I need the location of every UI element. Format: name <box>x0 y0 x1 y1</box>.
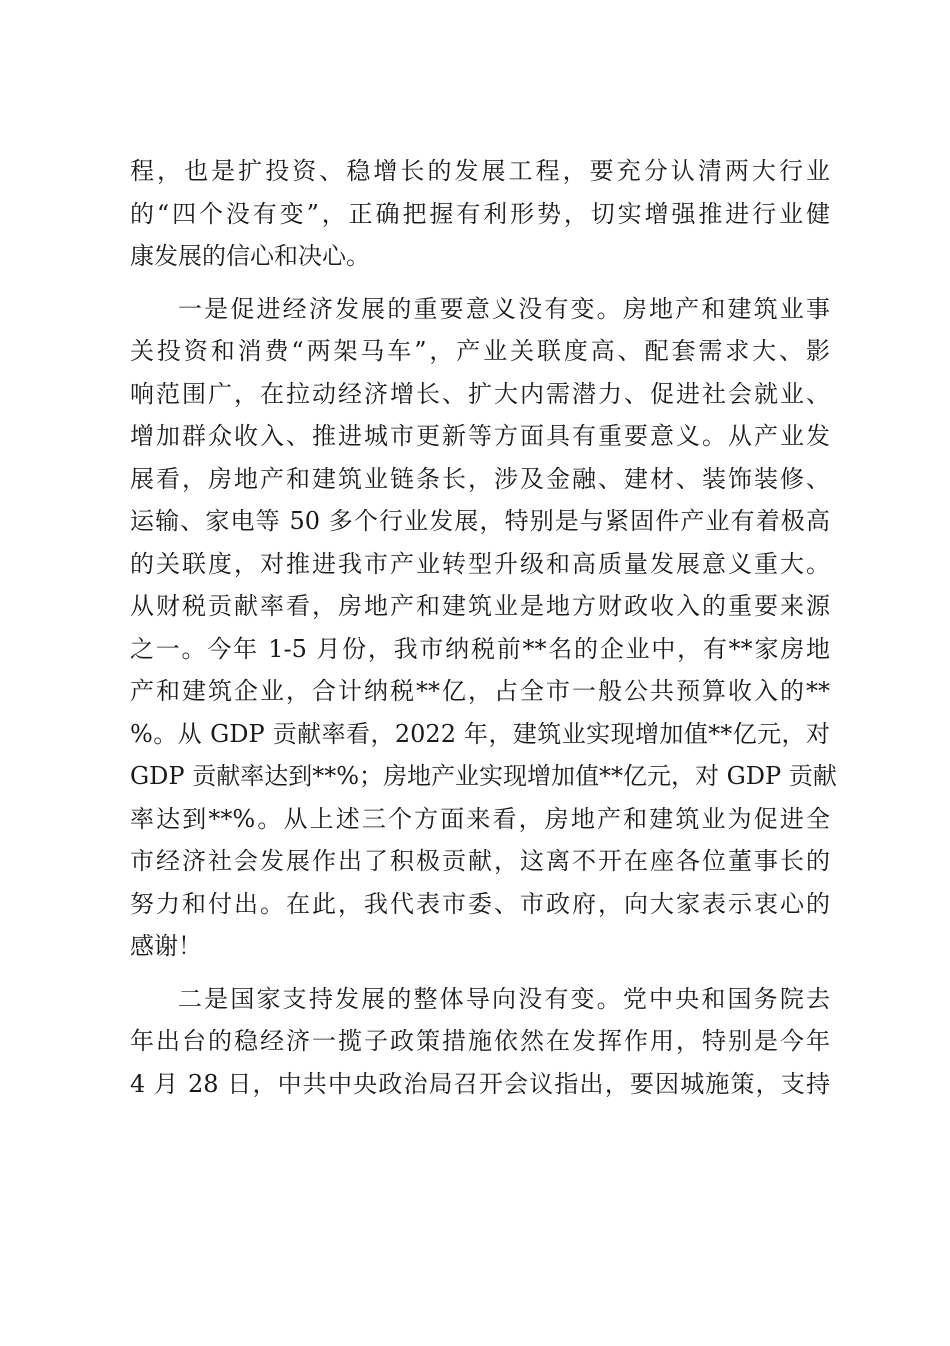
text-line: 康发展的信心和决心。 <box>130 242 370 270</box>
document-body <box>130 150 837 1105</box>
text-line: 市经济社会发展作出了积极贡献，这离不开在座各位董事长的 <box>130 847 830 875</box>
text-line: 运输、家电等 50 多个行业发展，特别是与紧固件产业有着极高 <box>130 507 830 535</box>
text-line: 的“四个没有变”，正确把握有利形势，切实增强推进行业健 <box>130 199 830 228</box>
text-line: 产和建筑企业，合计纳税**亿，占全市一般公共预算收入的** <box>130 677 830 705</box>
text-line: GDP 贡献率达到**%；房地产业实现增加值**亿元，对 GDP 贡献 <box>130 762 837 790</box>
text-line: 的关联度，对推进我市产业转型升级和高质量发展意义重大。 <box>130 549 830 578</box>
paragraph-significance <box>130 288 837 968</box>
text-line: 一是促进经济发展的重要意义没有变。房地产和建筑业事 <box>178 294 830 323</box>
text-line: 响范围广，在拉动经济增长、扩大内需潜力、促进社会就业、 <box>130 379 830 408</box>
text-line: 年出台的稳经济一揽子政策措施依然在发挥作用，特别是今年 <box>130 1027 830 1055</box>
text-line: 展看，房地产和建筑业链条长，涉及金融、建材、装饰装修、 <box>130 464 830 493</box>
paragraph-continued <box>130 150 830 278</box>
text-line: 努力和付出。在此，我代表市委、市政府，向大家表示衷心的 <box>130 889 830 918</box>
text-line: 从财税贡献率看，房地产和建筑业是地方财政收入的重要来源 <box>130 592 830 620</box>
text-line: 率达到**%。从上述三个方面来看，房地产和建筑业为促进全 <box>130 804 830 833</box>
text-line: 程，也是扩投资、稳增长的发展工程，要充分认清两大行业 <box>130 157 830 185</box>
text-line: %。从 GDP 贡献率看，2022 年，建筑业实现增加值**亿元，对 <box>130 719 830 748</box>
text-line: 之一。今年 1-5 月份，我市纳税前**名的企业中，有**家房地 <box>130 634 830 663</box>
text-line: 关投资和消费“两架马车”，产业关联度高、配套需求大、影 <box>130 337 830 365</box>
text-line: 感谢！ <box>130 932 202 960</box>
text-line: 增加群众收入、推进城市更新等方面具有重要意义。从产业发 <box>130 422 830 450</box>
text-line: 二是国家支持发展的整体导向没有变。党中央和国务院去 <box>178 984 830 1013</box>
paragraph-policy <box>130 978 830 1106</box>
text-line: 4 月 28 日，中共中央政治局召开会议指出，要因城施策，支持 <box>130 1069 830 1098</box>
